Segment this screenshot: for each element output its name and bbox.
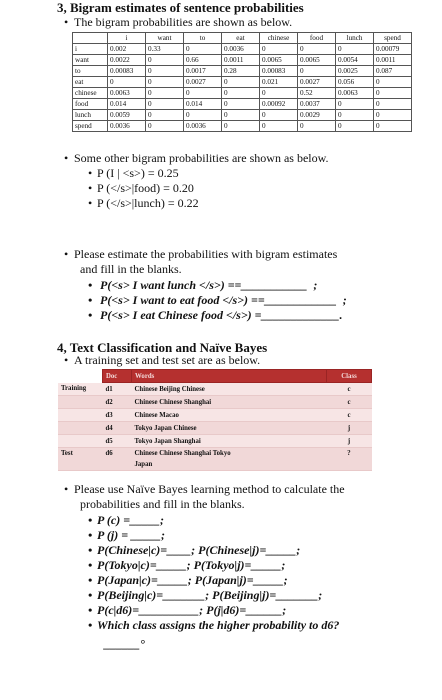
bigram-cell: 0.087	[374, 66, 412, 77]
nb-set-cell	[58, 435, 103, 448]
bigram-cell: 0.0017	[184, 66, 222, 77]
other-prob-line: • P (</s>|lunch) = 0.22	[88, 196, 199, 211]
nb-words-cell	[132, 422, 327, 435]
bigram-cell: 0	[374, 99, 412, 110]
nb-doc-cell: d6	[103, 448, 132, 471]
bigram-cell: 0.00092	[260, 99, 298, 110]
answer-blank[interactable]: ___________	[241, 278, 308, 292]
nb-class-cell: j	[327, 435, 372, 448]
section4-intro: • A training set and test set are as below.	[64, 353, 260, 368]
answer-blank[interactable]: ______	[104, 637, 140, 651]
other-probs-intro: • Some other bigram probabilities are shown as below.	[64, 151, 329, 166]
nb-row	[58, 383, 372, 396]
bigram-cell: 0	[222, 110, 260, 121]
bigram-cell: 0.52	[298, 88, 336, 99]
nb-class-cell: c	[327, 409, 372, 422]
nb-words-text-cont: Japan	[134, 461, 153, 468]
nb-question[interactable]: • P (c) =_____;	[88, 513, 164, 528]
bigram-cell: 0.0036	[108, 121, 146, 132]
nb-intro-1: • Please use Naïve Bayes learning method to calculate the	[64, 482, 345, 497]
bigram-cell: 0.00083	[108, 66, 146, 77]
bigram-cell: 0	[298, 66, 336, 77]
nb-class-cell: j	[327, 422, 372, 435]
bigram-col-header: lunch	[336, 33, 374, 44]
bigram-row	[73, 88, 412, 99]
bigram-cell: 0	[222, 121, 260, 132]
bigram-col-header: want	[146, 33, 184, 44]
other-prob-line: • P (</s>|food) = 0.20	[88, 181, 194, 196]
bigram-cell: 0.014	[184, 99, 222, 110]
bigram-cell: 0.0063	[108, 88, 146, 99]
nb-set-header	[58, 370, 103, 383]
bigram-cell: 0.0029	[298, 110, 336, 121]
bigram-cell: 0	[222, 77, 260, 88]
bigram-row-header: eat	[73, 77, 108, 88]
bigram-cell: 0	[146, 55, 184, 66]
question-end: ;	[313, 278, 318, 292]
nb-class-cell: c	[327, 396, 372, 409]
question-3	[88, 308, 343, 323]
nb-final-question: • Which class assigns the higher probability to d6?	[88, 618, 339, 633]
bigram-row	[73, 110, 412, 121]
bigram-cell: 0.0036	[184, 121, 222, 132]
bigram-cell: 0	[108, 77, 146, 88]
bigram-cell: 0.00083	[260, 66, 298, 77]
bigram-cell: 0	[146, 66, 184, 77]
bigram-cell: 0	[336, 121, 374, 132]
nb-final-answer	[104, 637, 145, 652]
nb-words-cell	[132, 383, 327, 396]
bigram-row	[73, 44, 412, 55]
bigram-col-header: chinese	[260, 33, 298, 44]
section3-heading: 3, Bigram estimates of sentence probabilities	[57, 0, 304, 15]
nb-set-cell: Test	[58, 448, 103, 471]
bigram-col-header: spend	[374, 33, 412, 44]
question-text: P(<s> I want lunch </s>) ==	[100, 278, 242, 292]
question-2	[88, 293, 347, 308]
answer-blank[interactable]: _____________	[261, 308, 340, 322]
bigram-cell: 0.00079	[374, 44, 412, 55]
bigram-cell: 0.0063	[336, 88, 374, 99]
nb-set-cell	[58, 396, 103, 409]
nb-doc-header: Doc	[103, 370, 132, 383]
bigram-cell: 0.0011	[222, 55, 260, 66]
nb-set-cell: Training	[58, 383, 103, 396]
estimate-intro-1: • Please estimate the probabilities with bigram estimates	[64, 247, 337, 262]
bigram-row-header: food	[73, 99, 108, 110]
nb-question[interactable]: • P(Japan|c)=_____; P(Japan|j)=_____;	[88, 573, 288, 588]
question-end: ;	[342, 293, 347, 307]
nb-class-header: Class	[327, 370, 372, 383]
bigram-cell: 0	[184, 88, 222, 99]
bigram-cell: 0.0025	[336, 66, 374, 77]
bigram-row-header: spend	[73, 121, 108, 132]
bigram-cell: 0.28	[222, 66, 260, 77]
bigram-cell: 0	[374, 88, 412, 99]
bigram-cell: 0	[336, 44, 374, 55]
bigram-cell: 0	[298, 44, 336, 55]
bigram-cell: 0	[146, 99, 184, 110]
question-1	[88, 278, 317, 293]
question-end: .	[339, 308, 343, 322]
nb-words-text: Chinese Beijing Chinese	[134, 385, 205, 393]
nb-doc-cell: d1	[103, 383, 132, 396]
bigram-col-header: food	[298, 33, 336, 44]
bigram-cell: 0	[146, 110, 184, 121]
other-prob-line: • P (I | <s>) = 0.25	[88, 166, 179, 181]
bigram-row-header: i	[73, 44, 108, 55]
bigram-row-header: chinese	[73, 88, 108, 99]
bigram-cell: 0	[146, 77, 184, 88]
final-mark: °	[140, 637, 145, 651]
bigram-row	[73, 99, 412, 110]
nb-words-text: Tokyo Japan Shanghai	[134, 437, 201, 445]
bigram-cell: 0.0059	[108, 110, 146, 121]
bigram-cell: 0.0065	[260, 55, 298, 66]
bigram-cell: 0	[184, 44, 222, 55]
bigram-cell: 0.0065	[298, 55, 336, 66]
bigram-col-header: to	[184, 33, 222, 44]
bigram-cell: 0	[184, 110, 222, 121]
bigram-cell: 0	[336, 110, 374, 121]
bigram-cell: 0	[260, 121, 298, 132]
bigram-col-header: eat	[222, 33, 260, 44]
nb-row	[58, 396, 372, 409]
bigram-cell: 0	[222, 88, 260, 99]
nb-words-text: Chinese Chinese Shanghai	[134, 398, 212, 406]
nb-set-cell	[58, 409, 103, 422]
estimate-intro-2: and fill in the blanks.	[80, 262, 182, 276]
nb-doc-cell: d2	[103, 396, 132, 409]
bigram-row	[73, 121, 412, 132]
bigram-cell: 0	[298, 121, 336, 132]
bigram-cell: 0.0022	[108, 55, 146, 66]
bigram-cell: 0.66	[184, 55, 222, 66]
nb-header-row	[58, 370, 372, 383]
bigram-cell: 0	[260, 44, 298, 55]
answer-blank[interactable]: ____________	[264, 293, 337, 307]
bigram-header-row	[73, 33, 412, 44]
nb-doc-cell: d5	[103, 435, 132, 448]
nb-words-text: Chinese Macao	[134, 411, 179, 419]
bigram-row-header: want	[73, 55, 108, 66]
bigram-cell: 0.0054	[336, 55, 374, 66]
bigram-cell: 0.002	[108, 44, 146, 55]
nb-words-cell	[132, 409, 327, 422]
nb-words-cell	[132, 448, 327, 471]
nb-words-header: Words	[132, 370, 327, 383]
nb-question[interactable]: • P(Beijing|c)=_______; P(Beijing|j)=_______;	[88, 588, 322, 603]
nb-row	[58, 448, 372, 471]
bigram-cell: 0.0027	[298, 77, 336, 88]
nb-question[interactable]: • P(c|d6)=__________; P(j|d6)=______;	[88, 603, 286, 618]
bigram-cell: 0	[374, 77, 412, 88]
bigram-cell: 0	[222, 99, 260, 110]
nb-row	[58, 422, 372, 435]
bigram-col-header: i	[108, 33, 146, 44]
question-text: P(<s> I eat Chinese food </s>) =	[100, 308, 262, 322]
bigram-row-header: to	[73, 66, 108, 77]
nb-words-cell	[132, 435, 327, 448]
nb-question[interactable]: • P (j) = _____;	[88, 528, 165, 543]
nb-question[interactable]: • P(Chinese|c)=____; P(Chinese|j)=_____;	[88, 543, 300, 558]
bigram-cell: 0.33	[146, 44, 184, 55]
nb-row	[58, 435, 372, 448]
nb-class-cell: ?	[327, 448, 372, 471]
nb-question[interactable]: • P(Tokyo|c)=_____; P(Tokyo|j)=_____;	[88, 558, 285, 573]
nb-intro-2: probabilities and fill in the blanks.	[80, 497, 245, 511]
naive-bayes-table	[58, 369, 372, 471]
bigram-cell: 0	[336, 99, 374, 110]
bigram-cell: 0.056	[336, 77, 374, 88]
nb-words-cell	[132, 396, 327, 409]
bigram-cell: 0.0037	[298, 99, 336, 110]
bigram-corner-cell	[73, 33, 108, 44]
bigram-row-header: lunch	[73, 110, 108, 121]
bigram-row	[73, 55, 412, 66]
bigram-cell: 0	[146, 88, 184, 99]
bigram-cell: 0	[260, 88, 298, 99]
section3-intro: • The bigram probabilities are shown as below.	[64, 15, 292, 30]
bigram-row	[73, 77, 412, 88]
section4-heading: 4, Text Classification and Naïve Bayes	[57, 340, 268, 355]
bigram-row	[73, 66, 412, 77]
bigram-cell: 0.0036	[222, 44, 260, 55]
bigram-cell: 0	[146, 121, 184, 132]
bigram-cell: 0.0027	[184, 77, 222, 88]
bigram-cell: 0.021	[260, 77, 298, 88]
nb-set-cell	[58, 422, 103, 435]
nb-doc-cell: d3	[103, 409, 132, 422]
bigram-cell: 0	[374, 121, 412, 132]
bigram-table	[72, 32, 412, 132]
bigram-cell: 0.014	[108, 99, 146, 110]
nb-doc-cell: d4	[103, 422, 132, 435]
nb-row	[58, 409, 372, 422]
nb-words-text: Chinese Chinese Shanghai Tokyo	[134, 450, 231, 457]
bigram-cell: 0.0011	[374, 55, 412, 66]
nb-words-text: Tokyo Japan Chinese	[134, 424, 197, 432]
question-text: P(<s> I want to eat food </s>) ==	[100, 293, 265, 307]
nb-class-cell: c	[327, 383, 372, 396]
bigram-cell: 0	[374, 110, 412, 121]
bigram-cell: 0	[260, 110, 298, 121]
